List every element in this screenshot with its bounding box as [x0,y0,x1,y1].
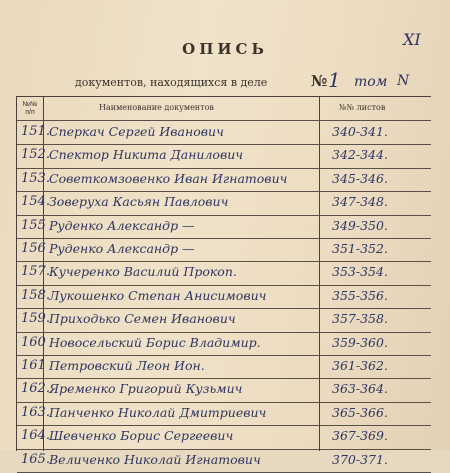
row-rule [17,355,431,356]
row-sheets: 342-344. [332,147,388,163]
row-sheets: 363-364. [332,381,388,397]
row-sheets: 365-366. [332,404,388,420]
row-rule [17,378,431,379]
documents-table [16,96,431,467]
volume-number: N [397,73,410,89]
row-number: 161 [21,358,46,373]
row-name: Руденко Александр — [49,241,195,256]
row-number: 159. [21,311,50,327]
row-name: Советкомзовенко Иван Игнатович [49,170,288,186]
col-num-header-line: №№ [22,101,38,108]
col-num-header-line: п/п [25,109,35,116]
row-rule [17,168,431,169]
row-name: Панченко Николай Дмитриевич [49,404,267,420]
row-sheets: 361-362. [332,358,388,373]
row-number: 164. [21,428,50,444]
col-name-header: Наименование документов [99,103,214,112]
row-rule [17,215,431,216]
volume-label: том [354,74,388,90]
row-rule [17,425,431,426]
row-name: Сперкач Сергей Иванович [49,124,224,139]
case-number: 1 [328,68,341,92]
row-sheets: 351-352. [332,241,388,256]
row-rule [17,449,431,450]
row-sheets: 347-348. [332,194,388,210]
row-name: Приходько Семен Иванович [49,311,236,327]
header-rule [17,120,431,121]
page-title: ОПИСЬ [182,40,268,58]
row-sheets: 370-371. [332,451,388,467]
col-num-header [19,101,41,117]
row-number: 155 [21,217,46,233]
row-sheets: 349-350. [332,217,388,233]
row-number: 158. [21,287,50,303]
row-name: Спектор Никита Данилович [49,147,244,163]
row-name: Петровский Леон Ион. [49,358,205,373]
row-rule [17,308,431,309]
row-number: 156 [21,241,46,256]
row-rule [17,238,431,239]
row-sheets: 359-360. [332,334,388,350]
row-name: Зоверуха Касьян Павлович [49,194,229,210]
col-sheets-header: №№ листов [339,103,386,112]
page-subtitle: документов, находящихся в деле [75,76,268,89]
row-number: 160 [21,334,46,350]
row-sheets: 355-356. [332,287,388,303]
row-number: 162. [21,381,50,397]
row-name: Яременко Григорий Кузьмич [49,381,243,397]
row-sheets: 357-358. [332,311,388,327]
corner-mark: XI [403,30,421,49]
row-rule [17,332,431,333]
row-number: 165. [21,451,50,467]
row-number: 163. [21,404,50,420]
row-name: Лукошенко Степан Анисимович [49,287,267,303]
row-rule [17,191,431,192]
row-sheets: 367-369. [332,428,388,444]
column-divider [319,97,320,451]
row-name: Новосельский Борис Владимир. [49,334,261,350]
row-name: Величенко Николай Игнатович [49,451,261,467]
row-name: Кучеренко Василий Прокоп. [49,264,237,280]
row-sheets: 340-341. [332,124,388,139]
row-rule [17,285,431,286]
row-name: Руденко Александр — [49,217,195,233]
row-number: 157. [21,264,50,280]
row-number: 151. [21,124,50,139]
number-sign: № [311,72,328,90]
row-sheets: 353-354. [332,264,388,280]
row-number: 152. [21,147,50,163]
row-rule [17,144,431,145]
row-name: Шевченко Борис Сергеевич [49,428,234,444]
row-number: 153. [21,170,50,186]
row-rule [17,402,431,403]
row-number: 154. [21,194,50,210]
row-sheets: 345-346. [332,170,388,186]
row-rule [17,261,431,262]
